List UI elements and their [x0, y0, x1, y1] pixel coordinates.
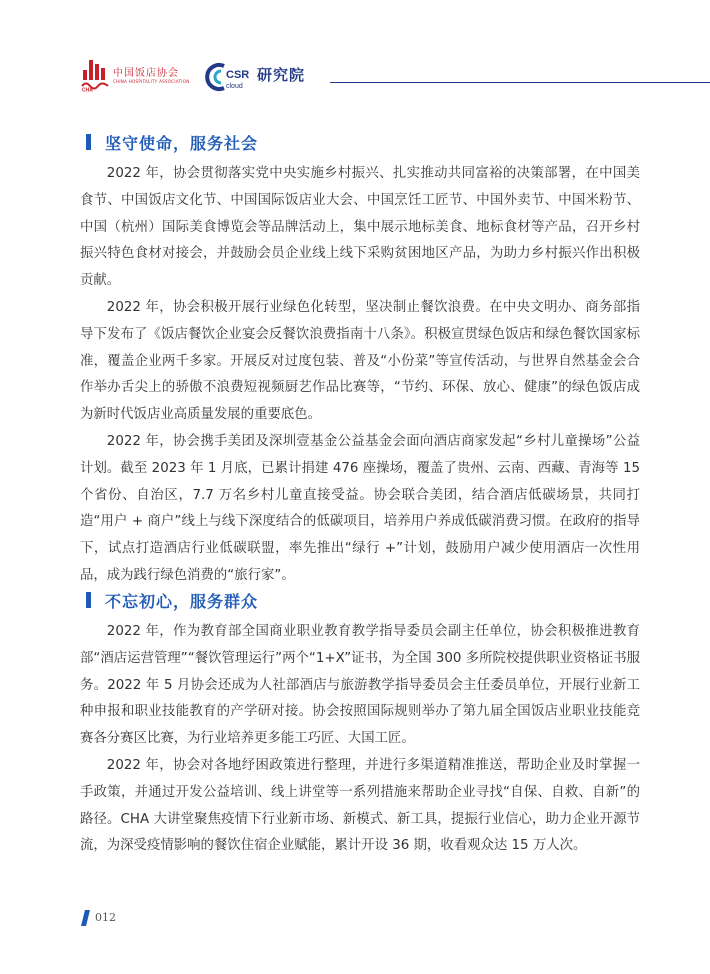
org-name-en: CHINA HOSPITALITY ASSOCIATION	[113, 79, 190, 84]
paragraph: 2022 年，作为教育部全国商业职业教育教学指导委员会副主任单位，协会积极推进教育部“酒店运营管理”“餐饮管理运行”两个“1+X”证书，为全国 300 多所院校提供职业资格证书服务。2022 年 5 月协会还成为人社部酒店与旅游教学指导委员会主任委员单位，开展行业新工种申报和职业技能教育的产学研对接。协会按照国际规则举办了第九届全国饭店业职业技能竞赛各分赛区比赛，为行业培养更多能工巧匠、大国工匠。	[80, 624, 640, 747]
paragraph: 2022 年，协会对各地纾困政策进行整理，并进行多渠道精准推送，帮助企业及时掌握一手政策，并通过开发公益培训、线上讲堂等一系列措施来帮助企业寻找“自保、自救、自新”的路径。CHA 大讲堂聚焦疫情下行业新市场、新模式、新工具，提振行业信心，助力企业开源节流，为深受疫情影响的餐饮住宿企业赋能，累计开设 36 期，收看观众达 15 万人次。	[80, 757, 640, 854]
org-name: 中国饭店协会	[113, 68, 179, 79]
section-service	[80, 588, 640, 860]
csr-logo-sub: cloud	[226, 83, 243, 90]
section-title: 坚守使命，服务社会	[105, 133, 259, 153]
csr-logo-text: CSR	[226, 69, 250, 81]
paragraph: 2022 年，协会贯彻落实党中央实施乡村振兴、扎实推动共同富裕的决策部署，在中国美食节、中国饭店文化节、中国国际饭店业大会、中国烹饪工匠节、中国外卖节、中国米粉节、中国（杭州）国际美食博览会等品牌活动上，集中展示地标美食、地标食材等产品，召开乡村振兴特色食材对接会，并鼓励会员企业线上线下采购贫困地区产品，为助力乡村振兴作出积极贡献。	[80, 166, 640, 289]
page-header	[0, 0, 710, 110]
page-slash-icon	[80, 910, 94, 926]
paragraph: 2022 年，协会携手美团及深圳壹基金公益基金会面向酒店商家发起“乡村儿童操场”公益计划。截至 2023 年 1 月底，已累计捐建 476 座操场，覆盖了贵州、云南、西藏、青海等 15 个省份、自治区，7.7 万名乡村儿童直接受益。协会联合美团，结合酒店低碳场景，共同打造“用户 + 商户”线上与线下深度结合的低碳项目，培养用户养成低碳消费习惯。在政府的指导下，试点打造酒店行业低碳联盟，率先推出“绿行 +”计划，鼓励用户减少使用酒店一次性用品，成为践行绿色消费的“旅行家”。	[80, 433, 640, 583]
section-mission	[80, 130, 640, 590]
research-institute-label: 研究院	[257, 66, 306, 84]
paragraph: 2022 年，协会积极开展行业绿色化转型，坚决制止餐饮浪费。在中央文明办、商务部指导下发布了《饭店餐饮企业宴会反餐饮浪费指南十八条》。积极宣贯绿色饭店和绿色餐饮国家标准，覆盖企业两千多家。开展反对过度包装、普及“小份菜”等宣传活动，与世界自然基金会合作举办舌尖上的骄傲不浪费短视频厨艺作品比赛等，“节约、环保、放心、健康”的绿色饭店成为新时代饭店业高质量发展的重要底色。	[80, 299, 640, 423]
section-title-row	[80, 588, 640, 612]
cha-logo-text: CHA	[82, 87, 93, 92]
cha-logo-icon	[80, 58, 110, 92]
section-title: 不忘初心，服务群众	[105, 591, 259, 611]
section-title-row	[80, 130, 640, 154]
section-marker-icon	[86, 592, 91, 608]
header-divider	[330, 82, 710, 83]
section-marker-icon	[86, 134, 91, 150]
page-number: 012	[95, 911, 116, 924]
csr-cloud-logo-icon	[204, 62, 256, 92]
